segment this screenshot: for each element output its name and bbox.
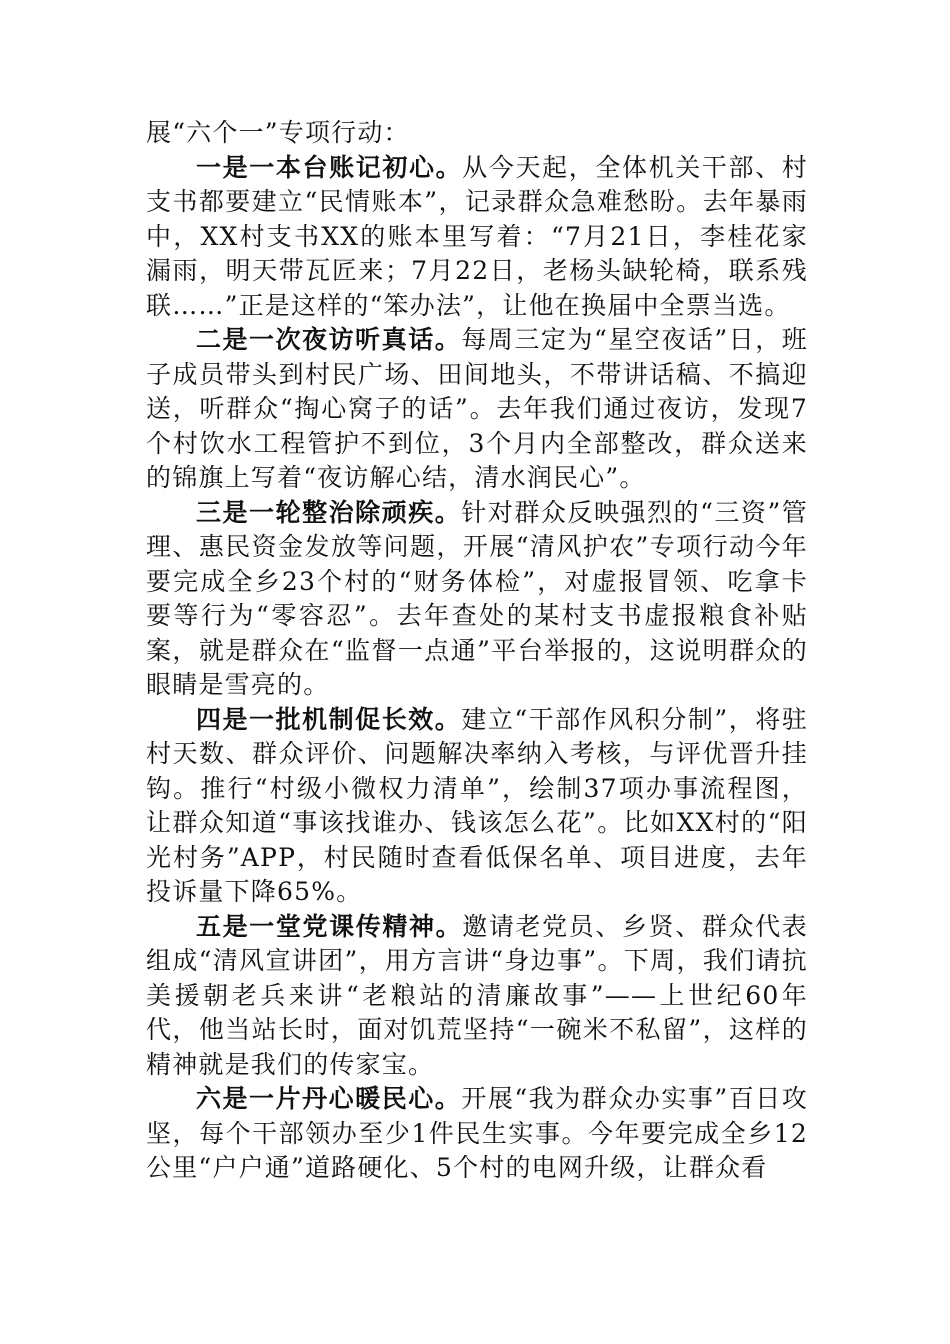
paragraph-4 (146, 703, 808, 910)
document-body (146, 116, 808, 1186)
paragraph-5 (146, 910, 808, 1083)
paragraph-2-text: 每周三定为“星空夜话”日，班子成员带头到村民广场、田间地头，不带讲话稿、不搞迎送，听群众“掏心窝子的话”。去年我们通过夜访，发现7个村饮水工程管护不到位，3个月内全部整改，群众送来的锦旗上写着“夜访解心结，清水润民心”。 (146, 325, 808, 492)
paragraph-4-text: 建立“干部作风积分制”，将驻村天数、群众评价、问题解决率纳入考核，与评优晋升挂钩。推行“村级小微权力清单”，绘制37项办事流程图，让群众知道“事该找谁办、钱该怎么花”。比如XX村的“阳光村务”APP，村民随时查看低保名单、项目进度，去年投诉量下降65%。 (146, 704, 808, 906)
paragraph-6-text: 开展“我为群众办实事”百日攻坚，每个干部领办至少1件民生实事。今年要完成全乡12公里“户户通”道路硬化、5个村的电网升级，让群众看 (146, 1084, 808, 1182)
paragraph-6 (146, 1082, 808, 1186)
paragraph-1-heading: 一是一本台账记初心。 (196, 152, 463, 182)
paragraph-5-heading: 五是一堂党课传精神。 (196, 911, 463, 941)
paragraph-1-text: 从今天起，全体机关干部、村支书都要建立“民情账本”，记录群众急难愁盼。去年暴雨中，XX村支书XX的账本里写着：“7月21日，李桂花家漏雨，明天带瓦匠来；7月22日，老杨头缺轮椅，联系残联……”正是这样的“笨办法”，让他在换届中全票当选。 (146, 152, 808, 320)
paragraph-2 (146, 323, 808, 496)
paragraph-4-heading: 四是一批机制促长效。 (196, 704, 462, 734)
paragraph-6-heading: 六是一片丹心暖民心。 (196, 1084, 462, 1113)
paragraph-1 (146, 151, 808, 324)
intro-line: 展“六个一”专项行动： (146, 118, 410, 147)
paragraph-2-heading: 二是一次夜访听真话。 (196, 325, 462, 354)
paragraph-3-text: 针对群众反映强烈的“三资”管理、惠民资金发放等问题，开展“清风护农”专项行动今年要完成全乡23个村的“财务体检”，对虚报冒领、吃拿卡要等行为“零容忍”。去年查处的某村支书虚报粮食补贴案，就是群众在“监督一点通”平台举报的，这说明群众的眼睛是雪亮的。 (146, 497, 808, 699)
paragraph-3-heading: 三是一轮整治除顽疾。 (196, 497, 462, 527)
paragraph-5-text: 邀请老党员、乡贤、群众代表组成“清风宣讲团”，用方言讲“身边事”。下周，我们请抗美援朝老兵来讲“老粮站的清廉故事”——上世纪60年代，他当站长时，面对饥荒坚持“一碗米不私留”，这样的精神就是我们的传家宝。 (146, 911, 808, 1079)
paragraph-3 (146, 496, 808, 703)
